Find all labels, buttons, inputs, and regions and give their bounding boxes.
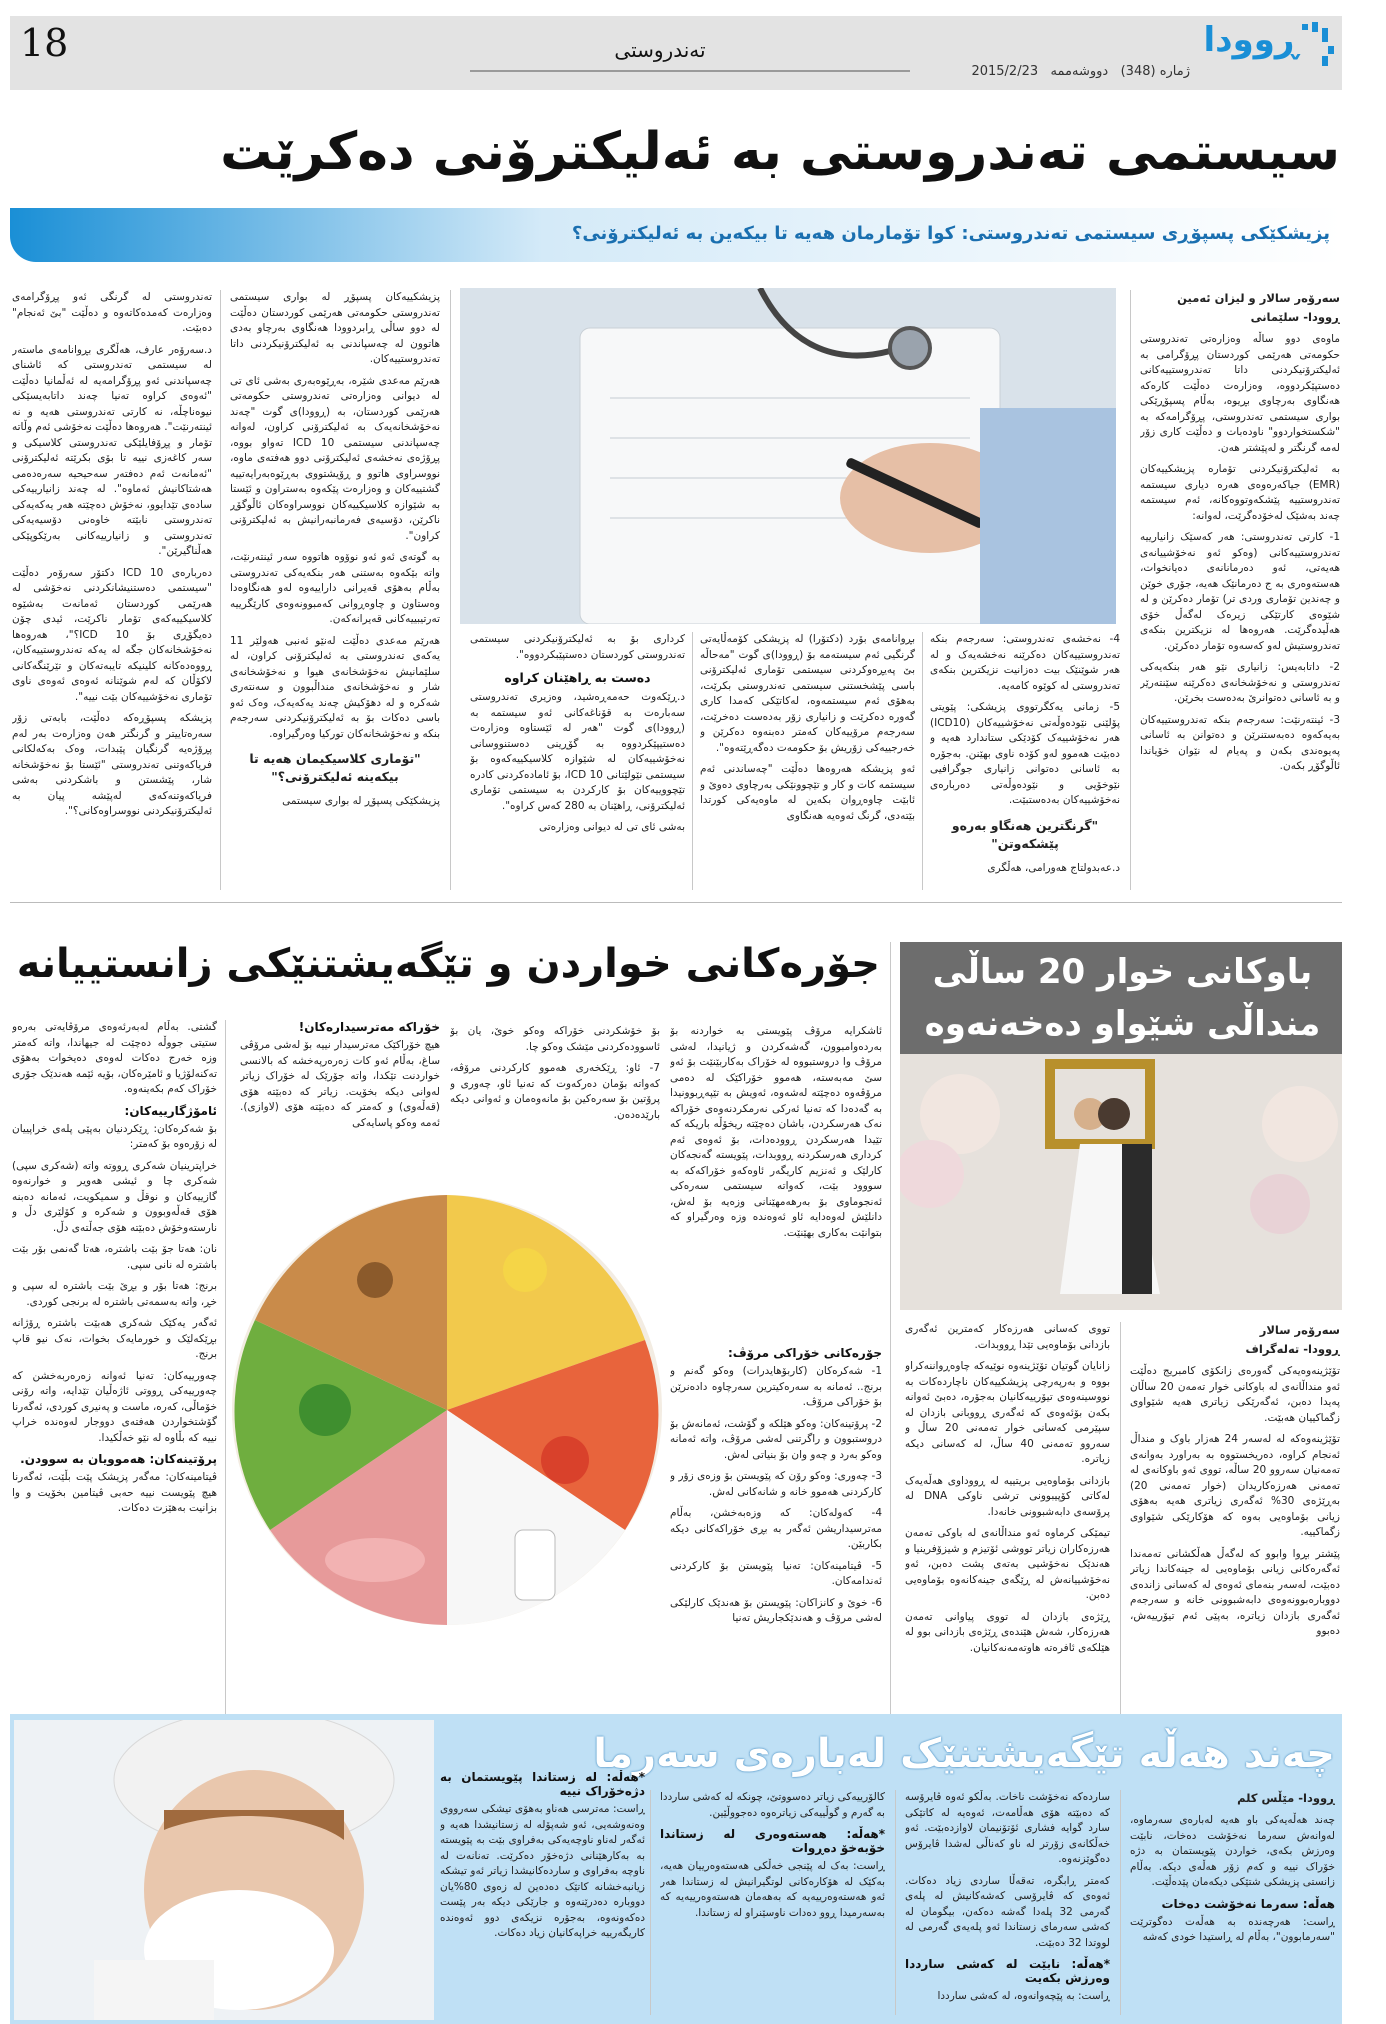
story3-heading-advice: ئامۆژگارییەکان: xyxy=(124,1103,217,1118)
woman-sneezing-photo-icon xyxy=(14,1720,434,2020)
story3-headline: جۆرەکانی خواردن و تێگەیشتنێکی زانستییانە xyxy=(16,941,880,987)
column-rule xyxy=(225,1020,226,1720)
story1-column-3 xyxy=(700,632,915,890)
story4-col2-para: کەمتر ڕابگرە، تەقەڵا ساردی زیاد دەکات. ئەوەی کە ڤایرۆسی کەشەکانیش لە پلەی گەرمی 32 پلەدا گەشە دەکەن، بیگومان لە کەشی سەرمای زستاندا ئەو پلەیەی گەرمی لە لووتدا 32 دەبێت. xyxy=(905,1874,1110,1949)
story1-col5-para: پزیشکییەکان پسپۆڕ لە بواری سیستمی تەندروستی حکومەتی هەرێمی کوردستان دەڵێت لە دوو ساڵی ڕابردوودا هەنگاوی بەرچاو بەدی هاتوون لە چەسپاندنی بە ئەلیکترۆنیکردنی داتا تەندروستییەکان. xyxy=(230,291,440,365)
issue-number: ژمارە (348) xyxy=(1120,64,1190,79)
wedding-cake-topper-photo-icon xyxy=(900,1054,1342,1310)
story4-heading-allergy: *هەڵە: هەستەوەری لە زستاندا خۆبەخۆ دەڕوات xyxy=(660,1827,885,1855)
story2-photo xyxy=(900,1054,1342,1310)
story4-column-3 xyxy=(660,1790,885,2020)
story2-col2-para: ڕێژەی بازدان لە تووی پیاوانی تەمەن هەرزەکار، شەش هێندەی ڕێژەی بازدانی بوو لە هێلکەی ئافرەتە هاوتەمەنەکانیان. xyxy=(905,1610,1110,1654)
doctor-writing-photo-icon xyxy=(460,288,1116,624)
issue-line xyxy=(920,64,1190,86)
page-number: 18 xyxy=(20,21,69,65)
story3-col5-para: چەورییەکان: تەنیا ئەوانە زەرەربەخشن کە چەورییەکی ڕووتی ئاژەڵیان تێدایە، واتە رۆنی خۆماڵی، کەرە، ماست و پەنیری کوردی، ئەگەرنا گۆشتخواردن هەفتەی دووجار لەوەندە خراپ نییە کە بڵاوە لە نێو خەڵکیدا. xyxy=(12,1369,217,1444)
story4-byline: ڕوودا- مێڵس کلم xyxy=(1237,1791,1335,1805)
story2-col1-para: تۆێژینەوەکە لە لەسەر 24 هەزار باوک و منداڵ ئەنجام کراوە، دەریخستووە بە بەراورد بەوانەی تەمەنیان سەروو 20 ساڵە، تووی ئەو باوکانەی لە تەمەنی هەرزەکاریدان (خوار تەمەنی 20) بەڕێژەی 30% ئەگەری زیاتری هەیە بەهۆی زیانی بۆماوەیی بەوە کە هۆکارێکی شێواوی زگماکییە. xyxy=(1130,1433,1340,1538)
story1-col1-para: 2- داتابەیس: زانیاری نێو هەر بنکەیەکی تەندروستی و نەخۆشخانەی دەکرێنە سێنتەرێر و بە ئاسانی دەتوانرێ بەدەست بخرێن. xyxy=(1140,661,1340,704)
story3-col1-para: ئاشکرایە مرۆڤ پێویستی بە خواردنە بۆ بەردەوامبوون، گەشەکردن و ژیانیدا، لەشی مرۆڤ وا دروستبووە لە خۆراک بەکاربێنێت بۆ ئەو سێ مەبەستە، هەموو خۆراکێک لە دەمی مرۆڤەوە دەچێتە لەشەوە، ئەویش بە تێپەڕبوونیدا بە گەدەدا کە تەنیا ئەرکی نەرمکردنەوەی خۆراکە نەک هەرسکردن، باشان دەچێتە ریخۆڵە باریکە کە تێیدا هەرسکردن ڕوودەدات، بۆ ئەوەی ئەم کرداری هەرسکردنە ڕووبدات، پێویستە گەنجەکان کارلێک و ئەنزیم کاریگەر ئاوەکەو خۆراکەکە بە سووود بێت، کەواتە سیستمی سەرەکی ئەنجوماوی بۆ بەرهەمهێنانی وزەیە بۆ لەش، دانلێش لەوەدایە ئاو ئەوەندە وزە وەرگیراو کە بتوانێت بەکاری بهێنێت. xyxy=(670,1025,882,1239)
story1-col2-para: 5- زمانی یەکگرتووی پزیشکی: پێویتی پۆلێنی نێودەوڵەتی نەخۆشییەکان (ICD10) هەر نەخۆشییەک کۆدێکی ستاندارد هەیە و دەبێت هەموو لەو کۆدە ناوی بهێنن. بەجۆرە بە ئاسانی دەتوانی زانیاری جوگرافیی نێوخۆیی و نێودەوڵەتی دەربارەی نەخۆشییەکان بەدەستبێت. xyxy=(930,701,1120,806)
logo xyxy=(1190,18,1340,72)
column-rule xyxy=(1120,1322,1121,1718)
column-rule xyxy=(650,1790,651,2015)
story3-col5-para: بۆ شەکرەکان: ڕێکردنیان بەپێی پلەی خراپییان لە زۆرەوە بۆ کەمتر: xyxy=(12,1122,217,1150)
story4-column-2 xyxy=(905,1790,1110,2020)
section-label: تەندروستی xyxy=(614,38,706,62)
story1-column-2 xyxy=(930,632,1120,890)
story1-col2-para: 4- نەخشەی تەندروستی: سەرجەم بنکە تەندروستییەکان دەکرێنە نەخشەیەک و لە هەر شوێنێک بیت دەزانیت نزیکترین بنکەی تەندروستی لە کوێوە کامەیە. xyxy=(930,633,1120,692)
story2-col2-para: بازدانی بۆماوەیی بریتییە لە ڕووداوی هەڵەیەک لەکاتی کۆپیبوونی ترشی ناوکی DNA لە پرۆسەی دابەشبوونی خانەدا. xyxy=(905,1474,1110,1518)
story4-heading-exercise: *هەڵە: نابێت لە کەشی سارددا وەرزش بکەیت xyxy=(905,1957,1110,1985)
story4-col2-para: ڕاست: بە پێچەوانەوە، لە کەشی سارددا xyxy=(937,1990,1110,2002)
issue-day: دووشەممە xyxy=(1050,64,1109,79)
story1-col1-para: بە ئەلیکترۆنیکردنی تۆمارە پزیشکییەکان (EMR) جیاکەرەوەی هەرە دیاری سیستمە تەندروستییە پێشکەوتووەکانە، ئەم سیستمە چەند بەشێک لەخۆدەگرێت، لەوانە: xyxy=(1140,463,1340,522)
story1-headline: سیستمی تەندروستی بە ئەلیکترۆنی دەکرێت xyxy=(220,122,1340,182)
logo-text: ڕوودا xyxy=(1203,20,1298,60)
story4-col3-para: ڕاست: بەک لە پێنجی خەڵکی هەستەوەرییان هەیە، بەکێک لە هۆکارەکانی لوتگیرانیش لە زستاندا هەر ئەو هەستەوەرییەیە کە بەهەمان هەستەوەرییەیە کە بەسەرمیدا ڕوو دەدات ناوسێنراو لە زستاندا. xyxy=(660,1860,885,1919)
column-rule xyxy=(895,1790,896,2015)
story1-column-6 xyxy=(12,290,212,890)
story3-list-item: 5- ڤیتامینەکان: تەنیا پێویستن بۆ کارکردنی ئەندامەکان. xyxy=(670,1559,882,1587)
story1-col2-tail: د.عەبدولتاج هەورامی، هەڵگری xyxy=(987,861,1120,874)
story3-col5-para: ڤیتامینەکان: مەگەر پزیشک پێت بڵێت، ئەگەرنا هیچ پێویست نییە حەبی ڤیتامین بخۆیت و وا بزانیت بەهێزت دەکات. xyxy=(12,1471,217,1514)
story2-column-1 xyxy=(1130,1322,1340,1718)
story1-subheading-training: دەست بە ڕاهێنان کراوە xyxy=(504,670,651,685)
story1-col4-para: کرداری بۆ بە ئەلیکترۆنیکردنی سیستمی تەندروستی کوردستان دەستپێبکردووە". xyxy=(470,633,685,661)
story4-column-1 xyxy=(1130,1790,1335,2020)
story2-byline-place: ڕوودا- تەلەگراف xyxy=(1245,1342,1340,1356)
story1-subhead: پزیشکێکی پسپۆڕی سیستمی تەندروستی: کوا تۆمارمان هەیە تا بیکەین بە ئەلیکترۆنی؟ xyxy=(571,223,1330,244)
section-divider xyxy=(10,902,1342,903)
story3-list-item: 6- خوێ و کانزاکان: پێویستن بۆ هەندێک کارلێکی لەشی مرۆڤ و هەندێکجاریش تەنیا xyxy=(670,1596,882,1624)
story2-col2-para: زانایان گوتیان تۆێژینەوە نوێیەکە چاوەڕواننەکراو بووە و بەرپەرچی پزیشکییەکان ناچاردەکات بە نووسینەوەی تیۆرییەکانیان بەجۆرە، دەبێ ئەوانە بکەن بۆئەوەی کە ئەگەری ڕووبانی بازدان لە سپێرمی کەسانی خوار تەمەنی 20 ساڵ و سەروو تەمەنی 40 ساڵ، لە کەسانی دیکە زیاترە. xyxy=(905,1360,1110,1465)
story2-col2-para: تووی کەسانی هەرزەکار کەمترین ئەگەری بازدانی بۆماوەیی تێدا ڕووبدات. xyxy=(905,1323,1110,1351)
story3-list-item: 3- چەوری: وەکو رۆن کە پێویستن بۆ وزەی زۆر و کارکردنی هەموو خانە و شانەکانی لەش. xyxy=(670,1470,882,1498)
story3-col3-para: هیچ خۆراکێک مەترسیدار نییە بۆ لەشی مرۆڤی ساغ، بەڵام ئەو کات زەرەرپەخشە کە بالانسی خواردنت تێکدا، واتە جۆرێک لە خۆراک زیاتر لەوانی دیکە بخۆیت. زیاتر کە دەبێتە هۆی (قەڵەوی) و کەمتر کە دەبێتە هۆی (لاوازی). ئەمە وەکو پاسایەکی xyxy=(240,1039,440,1129)
story3-list-item: 1- شەکرەکان (کاربۆهایدرات) وەکو گەنم و برنج.. ئەمانە بە سەرەکیترین سەرچاوە دادەنرێن بۆ خۆراکی مرۆڤ. xyxy=(670,1365,882,1408)
food-circle-photo-icon xyxy=(225,1160,670,1660)
story1-quote-1: "گرنگترین هەنگاو بەرەو پێشکەوتن" xyxy=(951,817,1099,851)
column-rule xyxy=(1130,290,1131,890)
story3-heading-food-types: جۆرەکانی خۆراکی مرۆڤ: xyxy=(727,1346,882,1360)
story1-quote-2: "تۆماری کلاسیکیمان هەیە تا بیکەینە ئەلیکترۆنی؟" xyxy=(249,751,421,784)
story1-col3-para: ئەو پزیشکە هەروەها دەڵێت "چەساندنی ئەم سیستمە کات و کار و تێچوونێکی بەرچاوی دەوێ و ئابێت چاوەڕوان بکەین لە ماوەیەکی کورتدا بێتەدی، گرنگ ئەوەیە هەنگاوی xyxy=(700,763,915,822)
story1-col5-para: هەرێم مەعدی دەڵێت لەنێو ئەنبی هەولێر 11 یەکەی تەندروستی بە ئەلیکترۆنی کراون، لە سلێمانیش نەخۆشخانەی هیوا و نەخۆشخانەی شار و نەخۆشخانەی منداڵبوون و سەنتەری شەکرە و لە دهۆکیش چەند یەکەیەک، وەک ئەو باسی دەکات بۆ بە ئەلیکترۆنیکردنی سەرجەم بنکە و نەخۆشخانەکان تورکیا وەرگیراوە. xyxy=(230,634,440,740)
story1-col3-para: بڕوانامەی بۆرد (دکتۆرا) لە پزیشکی کۆمەڵایەتی گرنگیی ئەم سیستەمە بۆ (ڕوودا)ی گوت "مەحاڵە بێ پەیڕەوکردنی سیستمی تۆماری ئەلیکترۆنی باسی پێشخستنی سیستمی تەندروستی بکرێت، بەهۆی ئەم سیستمەوە، لەکاتێکی کەمدا کاری گەورە دەکرێت و زانیاری زۆر بەدەست دەخرێت، سەرجەم مرۆییەکان کەمتر دەبنەوە دەکرێن و خەرجییەکی زۆریش بۆ حکومەت دەگەڕێتەوە". xyxy=(700,633,915,754)
story3-col2-para: بۆ خۆشکردنی خۆراکە وەکو خوێ، یان بۆ ئاسوودەکردنی مێشک وەکو چا. xyxy=(450,1025,660,1053)
story2-col1-para: تۆێژینەوەیەکی گەورەی زانکۆی کامبریج دەڵێت ئەو منداڵانەی لە باوکانی خوار تەمەن 20 ساڵان پەیدا دەبن، ئەگەرێکی زیاتری هەیە شێواوی زگماکییان هەبێت. xyxy=(1130,1365,1340,1424)
story3-list-item: 2- پرۆتینەکان: وەکو هێلکە و گۆشت، ئەمانەش بۆ دروستبوون و راگرتنی لەشی مرۆڤ، واتە ئەمانە وەکو بەرد و چەو وان بۆ بنیاتی لەش. xyxy=(670,1417,882,1461)
story3-col5-para: ئەگەر یەکێک شەکری هەبێت باشترە ڕۆژانە بڕێکەلێک و خورمایەک بخوات، نەک نیو قاپ برنج. xyxy=(12,1317,217,1360)
story1-column-1 xyxy=(1140,290,1340,890)
story1-col1-para: 1- کارتی تەندروستی: هەر کەسێک زانیارییە تەندروستییەکانی (وەکو ئەو نەخۆشییانەی هەیەتی، ئەو دەرمانانەی دەیانخوات، هەستەوەری بە ج دەرمانێک هەیە، جۆری خوێن و چەندین تۆماری وردی تر) تۆمار دەکرێن و لە شێوەی کارتێکی زیرەک لەگەڵ خۆی هەڵیدەگرێت. هەروەها لە نزیکترین بنکەی تەندروستیش لەو کەسەوە تۆمار دەکرێن. xyxy=(1140,531,1340,652)
story1-col6-para: د.سەرۆەر عارف، هەڵگری بڕوانامەی ماستەر لە سیستمی تەندروستی کە ئاشنای چەسپاندنی ئەو پڕۆگرامەیە لە ئەڵمانیا دەڵێت "ئەوەی کراوە تەنیا چەند داتابەیسێکی نیوەناچڵە، نە کارتی تەندروستی هەیە و نە ئینتەرنێت". هەروەها دەڵێت نەخۆشی ئەم وڵاتە تۆمار و پڕۆفایلێکی تەندروستی کلاسیکی و سەر کاغەزی نییە تا بۆی بکرێتە ئەلیکترۆنی "ئەمانەت ئەم دەفتەر سەحیحیە سەرەدەمی هەشتاکانیش ئەماوە". لە چەند زانیارییەکی سادەی تێدایوو، نەخۆش دەچێتە هەر یەکەیەکی تەندروستی نابێتە خاوەنی دۆسیەیەکی تەندروستی و زانیارییەکانی بەرێکوپێکی هەڵناگیرێن". xyxy=(12,343,212,557)
column-rule xyxy=(890,942,891,1718)
story4-col3-para: کالۆرییەکی زیاتر دەسووتێ، چونکە لە کەشی سارددا بە گەرم و گوڵییەکی زیاترەوە دەجووڵێین. xyxy=(660,1791,885,1819)
logo-rays-icon xyxy=(1298,20,1338,70)
column-rule xyxy=(220,290,221,890)
story3-list-item: 4- کەولەکان: کە وزەبەخشن، بەڵام مەترسیداریشن ئەگەر بە بڕی خۆراکەکانی دیکە بکاربێن. xyxy=(670,1507,882,1550)
story1-col5-para: بە گوتەی ئەو ئەو نوۆوە هاتووە سەر ئینتەرنێت، واتە بێکەوە بەستنی هەر بنکەیەکی تەندروستی بەڵام بەهۆی قەیرانی داراییەوە لەو هەنگاوەدا وەستاون و چاوەڕوانی کەمبوونەوەی کارێگرییە تەرتیبییەکانی قەیرانەکەن. xyxy=(230,551,440,625)
story2-col1-para: پێشتر بڕوا وابوو کە لەگەڵ هەڵکشانی تەمەندا ئەگەرەکانی زیانی بۆماوەیی لە جینەکاندا زیاتر دەبێت، لەسەر بنەمای ئەوەی لە کەسانی زاندەی دووبارەبوونەوەی دابەشبوونی خانە و سەرجەم ئەگەری بازدان زیاترە، بەپێی ئەم تیۆرییەش، دەبوو xyxy=(1130,1547,1340,1637)
story3-col5-para: برنج: هەتا بۆر و بڕێ بێت باشترە لە سپی و خڕ، واتە بەسمەتی باشترە لە برنجی کوردی. xyxy=(12,1280,217,1308)
story1-photo xyxy=(460,288,1116,624)
story4-photo xyxy=(14,1720,434,2020)
story3-col5-para: خراپترینیان شەکری ڕووتە واتە (شەکری سپی) شەکری چا و ئیشی هەویر و خوارنەوە گازییەکان و نوقڵ و سمیکویت، ئەمانە دەبنە هۆی قەڵەوبوون و شەکرە و کۆلێری دڵ و نارستەوخۆش دەبێتە هۆی جەڵتەی دڵ. xyxy=(12,1159,217,1234)
story4-col1-para: ڕاست: هەرچەندە بە هەڵەت دەگوترێت "سەرمابوون"، بەڵام لە ڕاستیدا خودی کەشە xyxy=(1130,1915,1335,1943)
story1-col1-para: 3- ئینتەرنێت: سەرجەم بنکە تەندروستییەکان بەیەکەوە دەبەستنرێن و دەتوانن بە ئاسانی پەیوەندی بکەن و پەیام لە نێوان خۆیاندا ئاڵوگۆڕ بکەن. xyxy=(1140,713,1340,772)
story3-heading-proteins: پرۆتینەکان: هەموویان بە سوودن. xyxy=(20,1452,217,1466)
story4-headline: چەند هەڵە تێگەیشتنێک لەبارەی سەرما xyxy=(593,1731,1335,1777)
story2-column-2 xyxy=(905,1322,1110,1718)
story3-column-5 xyxy=(12,1020,217,1720)
story1-byline-names: سەرۆەر سالار و لیزان ئەمین xyxy=(1177,291,1340,305)
header-accent-line xyxy=(470,70,910,72)
story3-col5-para: گشتی. بەڵام لەبەرئەوەی مرۆڤایەتی بەرەو ستیتی جووڵە دەچێت لە جیهاندا، واتە کەمتر وزە خەرج دەکات لەوەی دەیخوات بەهۆی تەکنەلۆژیا و ئامێرەکان، بۆیە ئێمە هەندێک جۆری خۆراک کەم بکەینەوە. xyxy=(12,1021,217,1095)
story3-col5-para: نان: هەتا جۆ بێت باشترە، هەتا گەنمی بۆر بێت باشترە لە نانی سپی. xyxy=(12,1243,217,1271)
story1-byline-place: ڕوودا- سلێمانی xyxy=(1250,310,1340,324)
story3-column-4 xyxy=(670,1340,882,1720)
story1-col4-para: بەشی ئای تی لە دیوانی وەزارەتی xyxy=(538,821,685,833)
story3-column-1 xyxy=(670,1024,882,1340)
story1-col6-para: پزیشکە پسپۆڕەکە دەڵێت، بابەتی زۆر سەرەتاییتر و گرنگتر هەن وەزارەت بەر لەم پڕۆژەیە گرنگیان پێبدات، وەک بەکەلکانی فریاکەوتنی تەندروستی "ئێستا بۆ نەخۆشخانە شار، پێشستن و باشکردنی بەشی فریاکەوتنەکەی لەپێشە پیان بە ئەلیکترۆنیکردنی نووسراوەکانی؟". xyxy=(12,712,212,817)
story3-heading-dangerous: خۆراکە مەترسیدارەکان! xyxy=(298,1020,440,1034)
story1-col5-para: هەرێم مەعدی شێرە، بەڕێوەبەری بەشی ئای تی لە دیوانی وەزارەتی تەندروستی حکومەتی هەرێمی کوردستان، بە (ڕوودا)ی گوت "چەند نەخۆشخانەیەک بە ئەلیکترۆنی کراون، لەوانە چەسپاندنی سیستمی ICD 10 تەواو بووە، پڕۆژەی نەخشەی ئەلیکترۆنی دوو هەفتەی ماوە، نووسراوی هاتوو و ڕۆیشتووی بەڕێوەبەرایەتییە گشتییەکان و وەزارەت پێکەوە بەستراون و ئێستا بە شێوازە کلاسیکییەکان نووسراوەکان ئاڵوگۆڕ ناکرێن، دۆسیەی فەرمانبەرانیش بە ئەلیکترۆنی کراون". xyxy=(230,374,440,542)
story4-column-4 xyxy=(440,1770,645,2020)
story1-column-4 xyxy=(470,632,685,890)
story4-heading-sunscreen: *هەڵە: لە زستاندا پێویستمان بە دژەخۆراک نییە xyxy=(440,1770,645,1798)
story2-headline: باوکانی خوار 20 ساڵی منداڵی شێواو دەخەنەوە xyxy=(924,952,1321,1044)
story1-col6-para: تەندروستی لە گرنگی ئەو پڕۆگرامەی وەزارەت کەمدەکاتەوە و دەڵێت "بێ ئەنجام" دەبێت. xyxy=(12,291,212,334)
story4-col4-para: ڕاست: مەترسی هەناو بەهۆی تیشکی سەرووی وەنەوشەیی، ئەو شەپۆلە لە زستانیشدا هەیە و ئەگەر لەناو ناوچەیەکی بەفراوی بێت بە پێویستە بە بەکارهێنانی دژەخۆر دەکرێت. تەنانەت لە ناوچە بەفراوی و ساردەکانیشدا زیاتر ئەو تیشکە زیانبەخشانە کاتێک دەدەین لە زەوی 80%یان دووبارە دەدرێنەوە و جارێکی دیکە بەر پێست دەکەونەوە، بەجۆرە نزیکەی دوو ئەوەندە کاریگەرییە خراپەکانیان زیاد دەکات. xyxy=(440,1803,645,1939)
story1-col1-para: ماوەی دوو ساڵە وەزارەتی تەندروستی حکومەتی هەرێمی کوردستان پڕۆگرامی بە ئەلیکترۆنیکردنی داتا تەندروستییەکانی دەستپێکردووە، وەزارەت دەڵێت کارەکە هەنگاوی بەرچاوی بڕیوە، بەڵام پسپۆڕێکی بواری سیستمی تەندروستی، پڕۆگرامەکە بە "شکستخواردوو" ناودەبات و دەڵێت کاری زۆر لەمە گرنگتر و لەپێشتر هەن. xyxy=(1140,333,1340,454)
story2-byline-name: سەرۆەر سالار xyxy=(1259,1323,1340,1337)
column-rule xyxy=(692,632,693,890)
story4-heading-cold-sick: هەڵە: سەرما نەخۆشت دەخات xyxy=(1161,1896,1335,1911)
story3-column-3 xyxy=(240,1020,440,1180)
story4-col1-para: چەند هەڵەیەکی باو هەیە لەبارەی سەرماوە، لەوانەش سەرما نەخۆشت دەخات، نابێت وەرزش بکەی، خواردن پێویستمان بە دژە خۆراک نییە و کەم زۆر هەڵەی دیکە. بەڵام زانستی پزیشکی شتێکی دیکەمان پێدەڵێت. xyxy=(1130,1814,1335,1888)
story1-col5-tail: پزیشکێکی پسپۆڕ لە بواری سیستمی xyxy=(282,795,440,807)
story1-column-5 xyxy=(230,290,440,890)
column-rule xyxy=(1120,1790,1121,2015)
story4-col2-para: ساردەکە نەخۆشت ناخات. بەڵکو ئەوە ڤایرۆسە کە دەبێتە هۆی هەڵامەت، ئەوەیە لە کاتێکی سارد گوایە فشاری ئۆتۆنیمان لاوازدەبێت. ئەو خەڵکانەی زۆرتر لە ناو کەناڵی لەشدا ڤایرۆس دەگوێزنەوە. xyxy=(905,1791,1110,1865)
issue-date: 2015/2/23 xyxy=(971,64,1039,79)
story1-col4-para: د.ڕێکەوت حەمەڕەشید، وەزیری تەندروستی سەبارەت بە قۆناغەکانی ئەو سیستمە بە (ڕوودا)ی گوت "هەر لە ئێستاوە وەزارەت دەستیپێکردووە بە گۆڕینی دەستنووسانی نەخۆشییەکان لە شێوازە کلاسیکییەکەوە بۆ سیستمی نێولێتانی ICD 10، بۆ ئامادەکردنی کادرە تێچووییەکان بۆ کارکردن بە سیستمی تۆماری ئەلیکترۆنی، ڕاهێنان بە 280 کەس کراوە". xyxy=(470,691,685,812)
story2-col2-para: تیمێکی کرماوە ئەو منداڵانەی لە باوکی تەمەن هەرزەکاران زیاتر تووشی ئۆتیزم و شیزۆفرینیا و هەندێک نەخۆشیی بەتەی پشت دەبن، ئەو نەخۆشییانەش لە ڕێگەی جینەکانەوە بۆماوەیی دەبن. xyxy=(905,1527,1110,1601)
story1-col6-para: دەربارەی ICD 10 دکتۆر سەرۆەر دەڵێت "سیستمی دەستنیشانکردنی نەخۆشی لە هەرێمی کوردستان ئەمانەت بەشێوە کلاسیکییەکەی تۆمار ناکرێت، ئیدی چۆن دەیگۆڕی بۆ ICD 10؟"، هەروەها نەخۆشخانەکان جگە لە یەکە تەندروستییەکان، ڕووەدەکانە کلینیکە تایبەتەکان و تێرێنگەکانی لاکۆڵان کە لەم شوێنانە ئەوەی ئەوەی ناوی تۆماری نەخۆشییەکان بێت نییە". xyxy=(12,566,212,703)
column-rule xyxy=(922,632,923,890)
column-rule xyxy=(450,290,451,890)
story3-photo xyxy=(225,1160,670,1660)
story3-col2-para: 7- ئاو: ڕێکخەری هەموو کارکردنی مرۆڤە، کەواتە بۆمان دەرکەوت کە تەنیا ئاو، چەوری و پرۆتین بۆ سەرەکین بۆ مانەوەمان و ئەوانی دیکە بارێدەدەن. xyxy=(450,1062,660,1121)
